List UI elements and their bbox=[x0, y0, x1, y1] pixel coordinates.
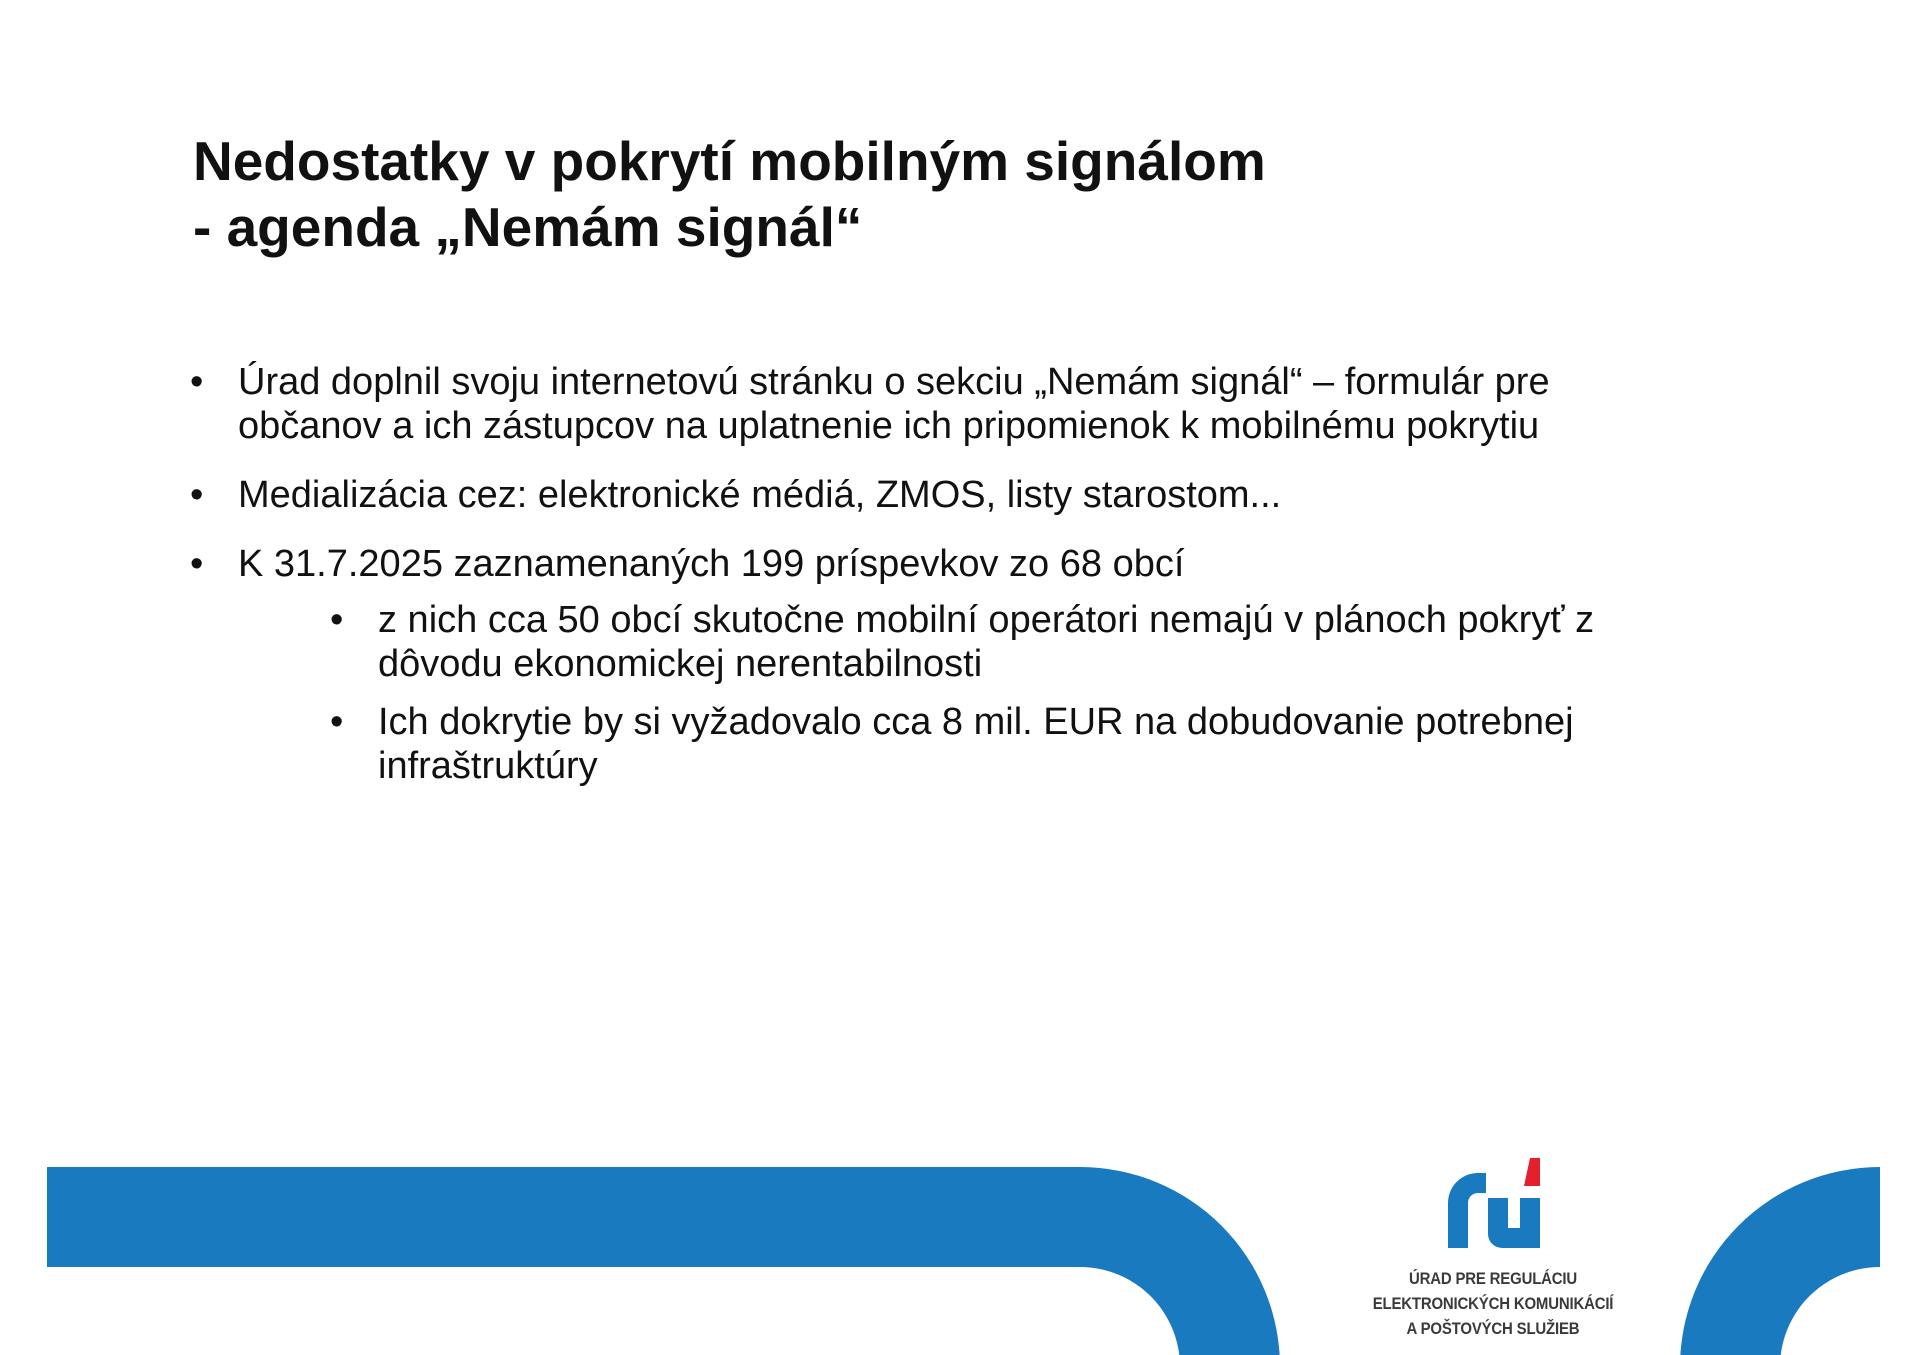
title-line-1: Nedostatky v pokrytí mobilným signálom bbox=[193, 130, 1266, 192]
bullet-icon: • bbox=[330, 599, 344, 641]
bullet-icon: • bbox=[190, 543, 204, 585]
logo-mark-icon bbox=[1438, 1158, 1548, 1258]
bullet-icon: • bbox=[190, 474, 204, 516]
title-line-2: - agenda „Nemám signál“ bbox=[193, 196, 863, 258]
swoosh-left bbox=[47, 1167, 1280, 1355]
bullet-icon: • bbox=[330, 701, 344, 743]
logo-line-1: ÚRAD PRE REGULÁCIU bbox=[1408, 1269, 1578, 1288]
logo-text bbox=[1370, 1266, 1616, 1341]
sub-bullet-text: z nich cca 50 obcí skutočne mobilní operátori nemajú v plánoch pokryť z dôvodu ekonomickej nerentabilnosti bbox=[378, 599, 1595, 685]
logo-line-3: A POŠTOVÝCH SLUŽIEB bbox=[1406, 1319, 1580, 1338]
logo-line-2: ELEKTRONICKÝCH KOMUNIKÁCIÍ bbox=[1372, 1294, 1614, 1313]
bullet-text: K 31.7.2025 zaznamenaných 199 príspevkov zo 68 obcí bbox=[238, 543, 1185, 585]
sub-bullet-text: Ich dokrytie by si vyžadovalo cca 8 mil. EUR na dobudovanie potrebnej infraštruktúry bbox=[378, 701, 1574, 787]
organization-logo bbox=[1353, 1158, 1633, 1341]
swoosh-right bbox=[1680, 1167, 1880, 1355]
bullet-text: Úrad doplnil svoju internetovú stránku o sekciu „Nemám signál“ – formulár pre občanov a ich zástupcov na uplatnenie ich pripomienok k mobilnému pokrytiu bbox=[238, 361, 1550, 447]
bullet-icon: • bbox=[190, 361, 204, 403]
bullet-text: Medializácia cez: elektronické médiá, ZMOS, listy starostom... bbox=[238, 474, 1282, 516]
